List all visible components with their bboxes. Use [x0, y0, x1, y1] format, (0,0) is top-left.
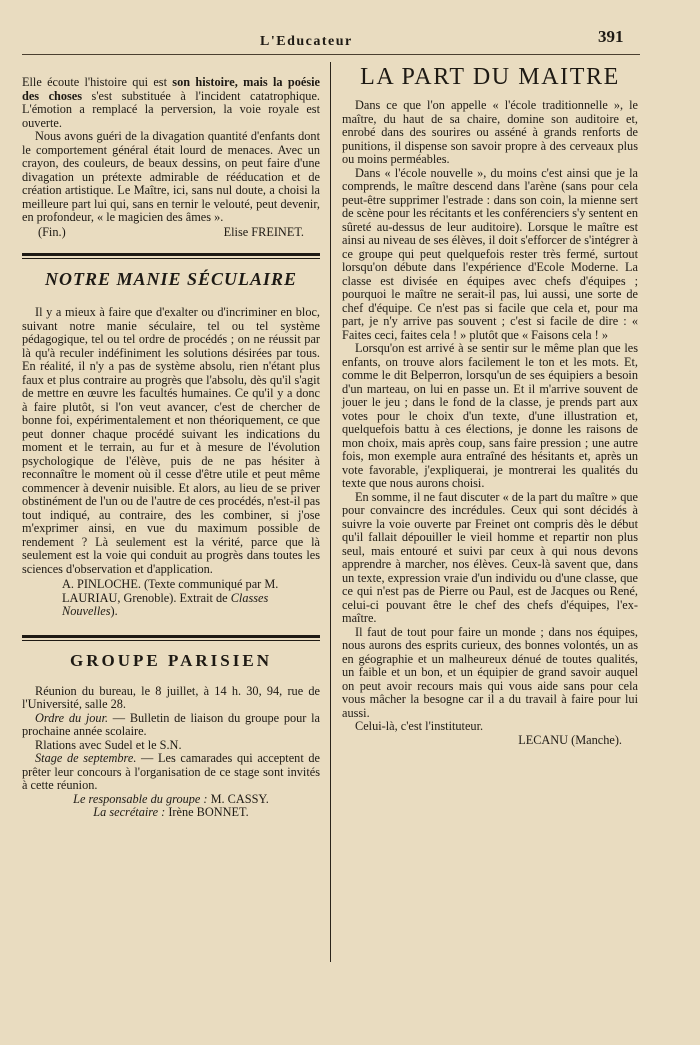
notice-relations: Rlations avec Sudel et le S.N.: [35, 737, 182, 752]
author-signature: Elise FREINET.: [223, 224, 304, 239]
page-number: 391: [598, 27, 624, 46]
article-paragraph-1: Dans ce que l'on appelle « l'école traditionnelle », le maître, du haut de sa chaire, domine son auditoire et, enrobé dans des sourires ou asséné à grands renforts de punitions, il dispense son savoir propre à des cerveaux plus ou moins perméables.: [342, 98, 638, 166]
groupe-notice: [22, 651, 320, 820]
journal-title: L'Educateur: [260, 34, 353, 49]
left-column: [22, 76, 320, 820]
continuation-paragraph-2: Nous avons guéri de la divagation quantité d'enfants dont le comportement général était lourd de menaces. Avec un crayon, des couleurs, de beaux dessins, on peut faire d'une divagation un prétexte admirable de rééducation et de création artistique. Le Maître, ici, sans nul doute, a choisi la meilleure part lui qui, sans en ternir le velouté, peut devenir, en profondeur, « le magicien des âmes ».: [22, 129, 320, 224]
right-column: [342, 62, 638, 747]
column-divider: [330, 62, 331, 962]
page-header: [0, 27, 700, 54]
notice-responsible: Le responsable du groupe : M. CASSY.: [73, 791, 269, 806]
notice-stage: Stage de septembre. — Les camarades qui acceptent de prêter leur concours à l'organisation de ce stage sont invités à cette réunion.: [22, 751, 321, 792]
notice-agenda: Ordre du jour. — Bulletin de liaison du groupe pour la prochaine année scolaire.: [22, 710, 320, 738]
section-rule-thin: [22, 640, 320, 641]
notice-title: GROUPE PARISIEN: [70, 650, 272, 670]
fin-label: (Fin.): [38, 224, 66, 239]
article-paragraph-5: Il faut de tout pour faire un monde ; dans nos équipes, nous aurons des esprits curieux, des bonnes volontés, un as en géographie et un malheureux dénué de toutes qualités, un faible et un bon, et un équipier de grand savoir auquel on peut avoir recours mais qui vous aide sans pour cela vous mâcher la besogne car il a du travail à faire pour lui aussi.: [342, 624, 638, 720]
article-paragraph-3: Lorsqu'on est arrivé à se sentir sur le même plan que les enfants, on trouve alors facilement le ton et les mots. Et, comme le dit Belperron, lorsqu'un de ses équipiers a besoin d'un marteau, on lui en passe un. Et il m'arrive souvent de jouer le jeu ; dans le fond de la classe, je prends part aux votes pour le choix d'un texte, d'une illustration et, quelquefois battu à ces élections, je donne les raisons de mon choix, mais après coup, sans faire pression ; une autre fois, mon exemple aura entraîné des hésitants et, après un vote favorable, j'expliquerai, je montrerai les qualités du texte que nous aurons choisi.: [342, 341, 638, 490]
section-rule-thick: [22, 635, 320, 638]
author-signature: LECANU (Manche).: [518, 732, 622, 747]
header-rule: [22, 54, 640, 55]
article-title: LA PART DU MAITRE: [360, 64, 620, 90]
article-end: [38, 226, 320, 240]
article-title: NOTRE MANIE SÉCULAIRE: [44, 269, 298, 289]
article-manie: [22, 269, 320, 619]
article-body: Il y a mieux à faire que d'exalter ou d'incriminer en bloc, suivant notre manie séculaire, tel ou tel système pédagogique, tel ou tel ordre de procédés ; on ne réussit par là qu'à reculer indéfiniment les solutions désirées par tous. En réalité, il n'y a pas de système absolu, rien n'étant plus faux et plus contraire au progrès que l'absolu, dès qu'il s'agit de mettre en œuvre les facultés humaines. Ce qu'il y a donc à faire plutôt, si l'on veut avancer, c'est de chercher de bonne foi, expérimentalement et non théoriquement, ce que peut donner chaque procédé suivant les indications du moment et le terrain, au fur et à mesure de l'évolution psychologique de l'élève, puis de ne pas hésiter à reconnaître le moment où il cesse d'être utile et peut même commencer à devenir nuisible. Et alors, au lieu de se priver obstinément de l'un ou de l'autre de ces procédés, n'est-il pas tout indiqué, au contraire, des les combiner, si j'ose m'exprimer ainsi, en vue du maximum possible de rendement ? Là seulement est la vérité, parce que là seulement est la voie qui conduit au progrès dans toutes les sciences d'observation et d'application.: [22, 305, 320, 576]
section-rule-thin: [22, 258, 320, 259]
notice-secretary: La secrétaire : Irène BONNET.: [93, 805, 249, 819]
article-paragraph-6: Celui-là, c'est l'instituteur.: [355, 719, 484, 733]
article-paragraph-2: Dans « l'école nouvelle », du moins c'est ainsi que je la comprends, le maître descend dans l'arène (sans pour cela peut-être supprimer l'estrade : dans son coin, la mienne sert de scène pour les récitants et les conférenciers s'y sentent en sûreté au-dessus de leur auditoire). Lorsque le maître est ainsi au niveau de ses élèves, il doit s'efforcer de s'intégrer à ce groupe qui peut quelquefois rester très fermé, surtout lorsqu'on débute dans l'expérience d'Ecole Moderne. La classe est divisée en équipes avec chefs d'équipes ; pourquoi le maître ne serait-il pas, lui aussi, une sorte de chef d'équipe. Ce n'est pas si facile que cela et, pour ma part, je n'y arrive pas souvent ; c'est si facile de dire : « Faites ceci, faites cela ! » plutôt que « Faisons cela ! »: [342, 165, 638, 342]
section-rule-thick: [22, 253, 320, 256]
notice-meeting: Réunion du bureau, le 8 juillet, à 14 h. 30, 94, rue de l'Université, salle 28.: [22, 683, 320, 711]
article-continuation: [22, 76, 320, 239]
article-credit: A. PINLOCHE. (Texte communiqué par M. LAURIAU, Grenoble). Extrait de Classes Nouvelles).: [62, 577, 279, 618]
article-paragraph-4: En somme, il ne faut discuter « de la part du maître » que pour convaincre des incrédules. Ceux qui sont décidés à suivre la voie ouverte par Freinet ont compris dès le début qu'il fallait dépouiller le vieil homme et repartir non plus seul, mais entouré et suivi par ceux à qui nous devons apprendre à marcher, nos élèves. Ceux-là savent que, dans un texte, expression vraie d'un individu ou d'une classe, que ce qui n'est pas de Pierre ou Paul, est de Jacques ou René, celui-ci pouvant être le chef des chefs d'équipes, l'ex-maître.: [342, 489, 638, 625]
continuation-paragraph-1: Elle écoute l'histoire qui est son histoire, mais la poésie des choses s'est substituée à l'incident catatrophique. L'émotion a remplacé la perversion, la voie royale est ouverte.: [22, 75, 320, 130]
